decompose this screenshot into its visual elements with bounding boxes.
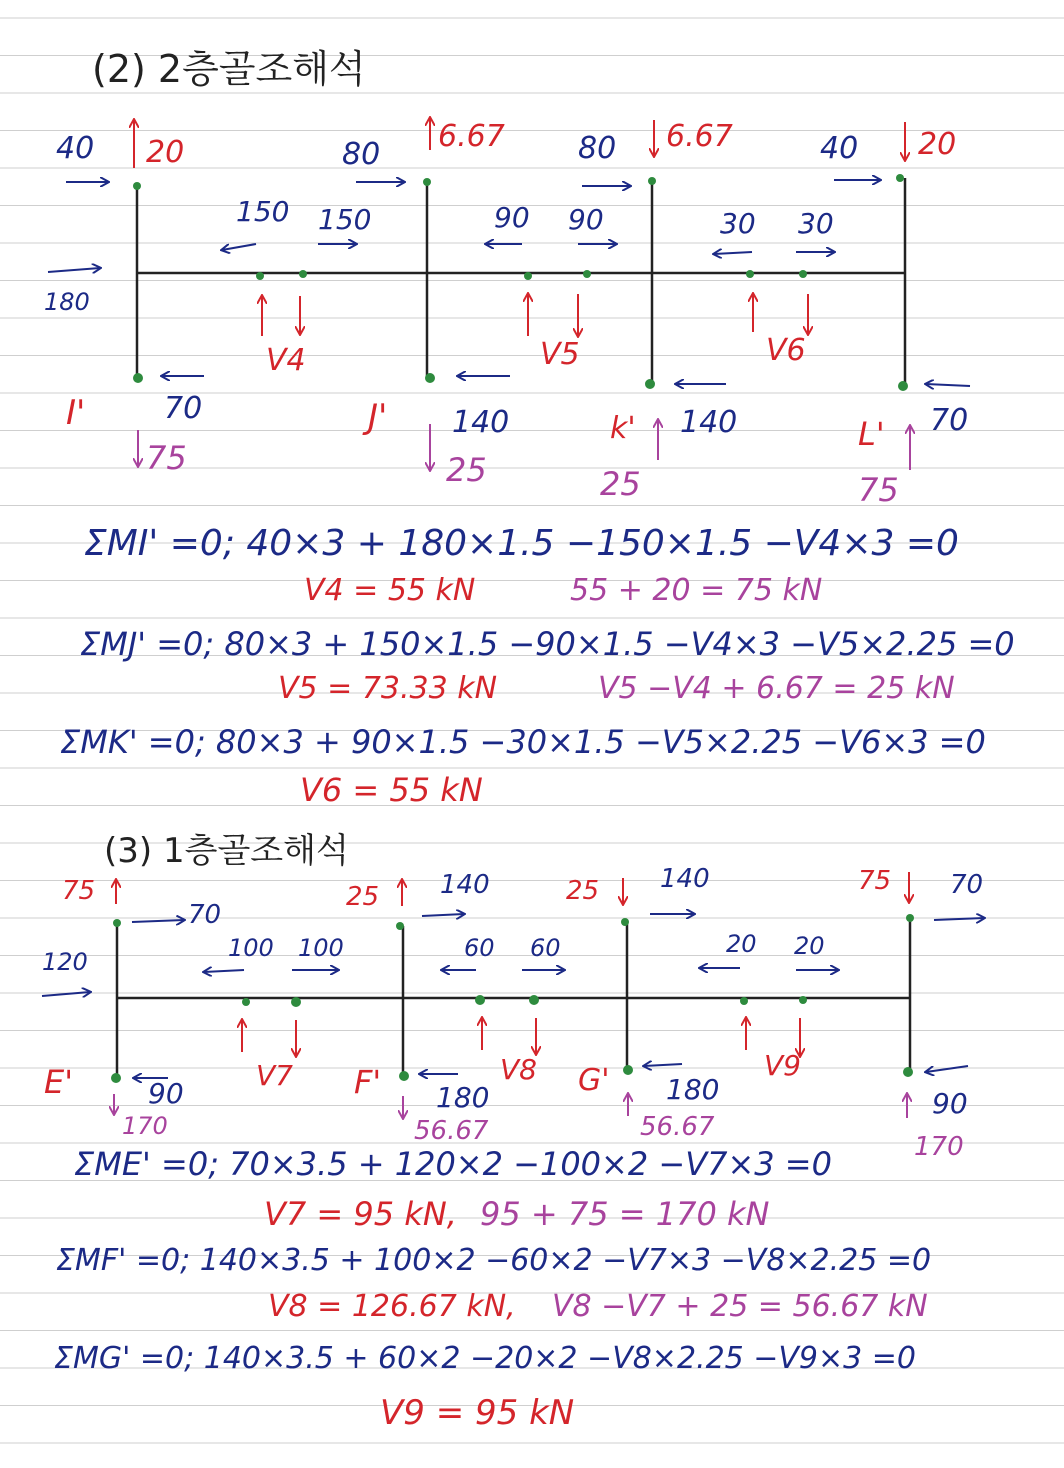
- base-h-reaction-1: 70: [164, 391, 203, 426]
- node-label-g: G': [578, 1063, 610, 1098]
- node: [396, 922, 404, 930]
- top-v-load-3: 6.67: [666, 119, 733, 154]
- beam-shear-1b-right: 100: [298, 934, 344, 962]
- shear-v9: V9: [764, 1049, 801, 1082]
- result-base-reaction-2b: V8 −V7 + 25 = 56.67 kN: [552, 1289, 928, 1324]
- shear-v7: V7: [256, 1059, 293, 1092]
- node: [423, 178, 431, 186]
- node: [529, 995, 539, 1005]
- top-h-load-3: 80: [578, 131, 617, 166]
- base-h-reaction-4: 70: [930, 403, 969, 438]
- base-h-reaction-1b: 90: [148, 1077, 184, 1110]
- beam-shear-3b-right: 20: [794, 932, 825, 960]
- node-label-l: L': [858, 415, 885, 453]
- shear-v4: V4: [266, 343, 306, 378]
- base-h-reaction-4b: 90: [932, 1087, 968, 1120]
- top-h-load-4: 40: [820, 131, 859, 166]
- beam-shear-1-right: 150: [318, 203, 372, 236]
- top-v-load-2b: 25: [346, 882, 380, 912]
- equation-1: ΣMI' =0; 40×3 + 180×1.5 −150×1.5 −V4×3 =0: [84, 523, 959, 564]
- beam-shear-2b-left: 60: [464, 934, 495, 962]
- base-v-reaction-2b: 56.67: [414, 1116, 489, 1146]
- top-h-load-1: 40: [56, 131, 95, 166]
- result-v4: V4 = 55 kN: [304, 573, 476, 608]
- node: [746, 270, 754, 278]
- top-h-load-4b: 70: [950, 870, 984, 900]
- side-load-b: 120: [42, 948, 88, 976]
- result-v9: V9 = 95 kN: [380, 1393, 575, 1433]
- equation-4: ΣME' =0; 70×3.5 + 120×2 −100×2 −V7×3 =0: [74, 1145, 832, 1183]
- base-v-reaction-1: 75: [146, 439, 187, 477]
- beam-shear-3-left: 30: [720, 207, 756, 240]
- result-base-reaction-2: V5 −V4 + 6.67 = 25 kN: [598, 671, 955, 706]
- beam-shear-2-right: 90: [568, 203, 604, 236]
- node: [896, 174, 904, 182]
- base-h-reaction-3b: 180: [666, 1073, 720, 1106]
- node-label-k: k': [610, 411, 636, 446]
- node: [648, 177, 656, 185]
- node: [623, 1065, 633, 1075]
- top-h-load-2: 80: [342, 137, 381, 172]
- result-v7: V7 = 95 kN,: [264, 1195, 457, 1233]
- node: [425, 373, 435, 383]
- node: [111, 1073, 121, 1083]
- shear-v8: V8: [500, 1053, 537, 1086]
- node: [113, 919, 121, 927]
- beam-shear-3-right: 30: [798, 207, 834, 240]
- top-h-load-2b: 140: [440, 870, 490, 900]
- node: [242, 998, 250, 1006]
- node: [621, 918, 629, 926]
- node: [898, 381, 908, 391]
- beam-shear-3b-left: 20: [726, 930, 757, 958]
- node: [799, 270, 807, 278]
- beam-shear-2b-right: 60: [530, 934, 561, 962]
- top-v-load-3b: 25: [566, 876, 600, 906]
- base-h-reaction-2b: 180: [436, 1081, 490, 1114]
- equation-3: ΣMK' =0; 80×3 + 90×1.5 −30×1.5 −V5×2.25 −V6×3 =0: [60, 723, 986, 761]
- node: [906, 914, 914, 922]
- top-h-load-1b: 70: [188, 900, 222, 930]
- node: [133, 373, 143, 383]
- base-v-reaction-1b: 170: [122, 1112, 168, 1140]
- node: [399, 1071, 409, 1081]
- result-base-reaction-1: 55 + 20 = 75 kN: [570, 573, 823, 608]
- equation-5: ΣMF' =0; 140×3.5 + 100×2 −60×2 −V7×3 −V8×2.25 =0: [56, 1243, 932, 1278]
- top-v-load-4b: 75: [858, 866, 892, 896]
- base-v-reaction-4: 75: [858, 471, 899, 509]
- top-v-load-1: 20: [146, 135, 185, 170]
- result-v8: V8 = 126.67 kN,: [268, 1289, 516, 1324]
- node: [475, 995, 485, 1005]
- base-h-reaction-2: 140: [452, 405, 510, 440]
- equation-2: ΣMJ' =0; 80×3 + 150×1.5 −90×1.5 −V4×3 −V5×2.25 =0: [80, 625, 1015, 663]
- top-h-load-3b: 140: [660, 864, 710, 894]
- base-h-reaction-3: 140: [680, 405, 738, 440]
- section-2-title: (2) 2층골조해석: [92, 47, 366, 91]
- shear-v6: V6: [766, 333, 806, 368]
- node: [645, 379, 655, 389]
- node: [524, 272, 532, 280]
- top-v-load-2: 6.67: [438, 119, 505, 154]
- side-load: 180: [44, 288, 90, 316]
- base-v-reaction-4b: 170: [914, 1132, 964, 1162]
- node: [299, 270, 307, 278]
- top-v-load-1b: 75: [62, 876, 96, 906]
- shear-v5: V5: [540, 337, 580, 372]
- beam-shear-1b-left: 100: [228, 934, 274, 962]
- node-label-i: I': [66, 393, 86, 433]
- beam-shear-2-left: 90: [494, 201, 530, 234]
- beam-shear-1-left: 150: [236, 195, 290, 228]
- node-label-f: F': [354, 1063, 382, 1101]
- node-label-j: J': [368, 397, 388, 437]
- base-v-reaction-3: 25: [600, 465, 641, 503]
- result-v6: V6 = 55 kN: [300, 771, 483, 809]
- section-3-title: (3) 1층골조해석: [104, 831, 349, 871]
- node: [903, 1067, 913, 1077]
- base-v-reaction-2: 25: [446, 451, 487, 489]
- top-v-load-4: 20: [918, 127, 957, 162]
- node: [799, 996, 807, 1004]
- node: [291, 997, 301, 1007]
- result-v5: V5 = 73.33 kN: [278, 671, 498, 706]
- base-v-reaction-3b: 56.67: [640, 1112, 715, 1142]
- node: [583, 270, 591, 278]
- equation-6: ΣMG' =0; 140×3.5 + 60×2 −20×2 −V8×2.25 −V9×3 =0: [54, 1341, 917, 1376]
- node: [740, 997, 748, 1005]
- node: [133, 182, 141, 190]
- result-base-reaction-1b: 95 + 75 = 170 kN: [480, 1195, 770, 1233]
- node-label-e: E': [44, 1063, 74, 1101]
- node: [256, 272, 264, 280]
